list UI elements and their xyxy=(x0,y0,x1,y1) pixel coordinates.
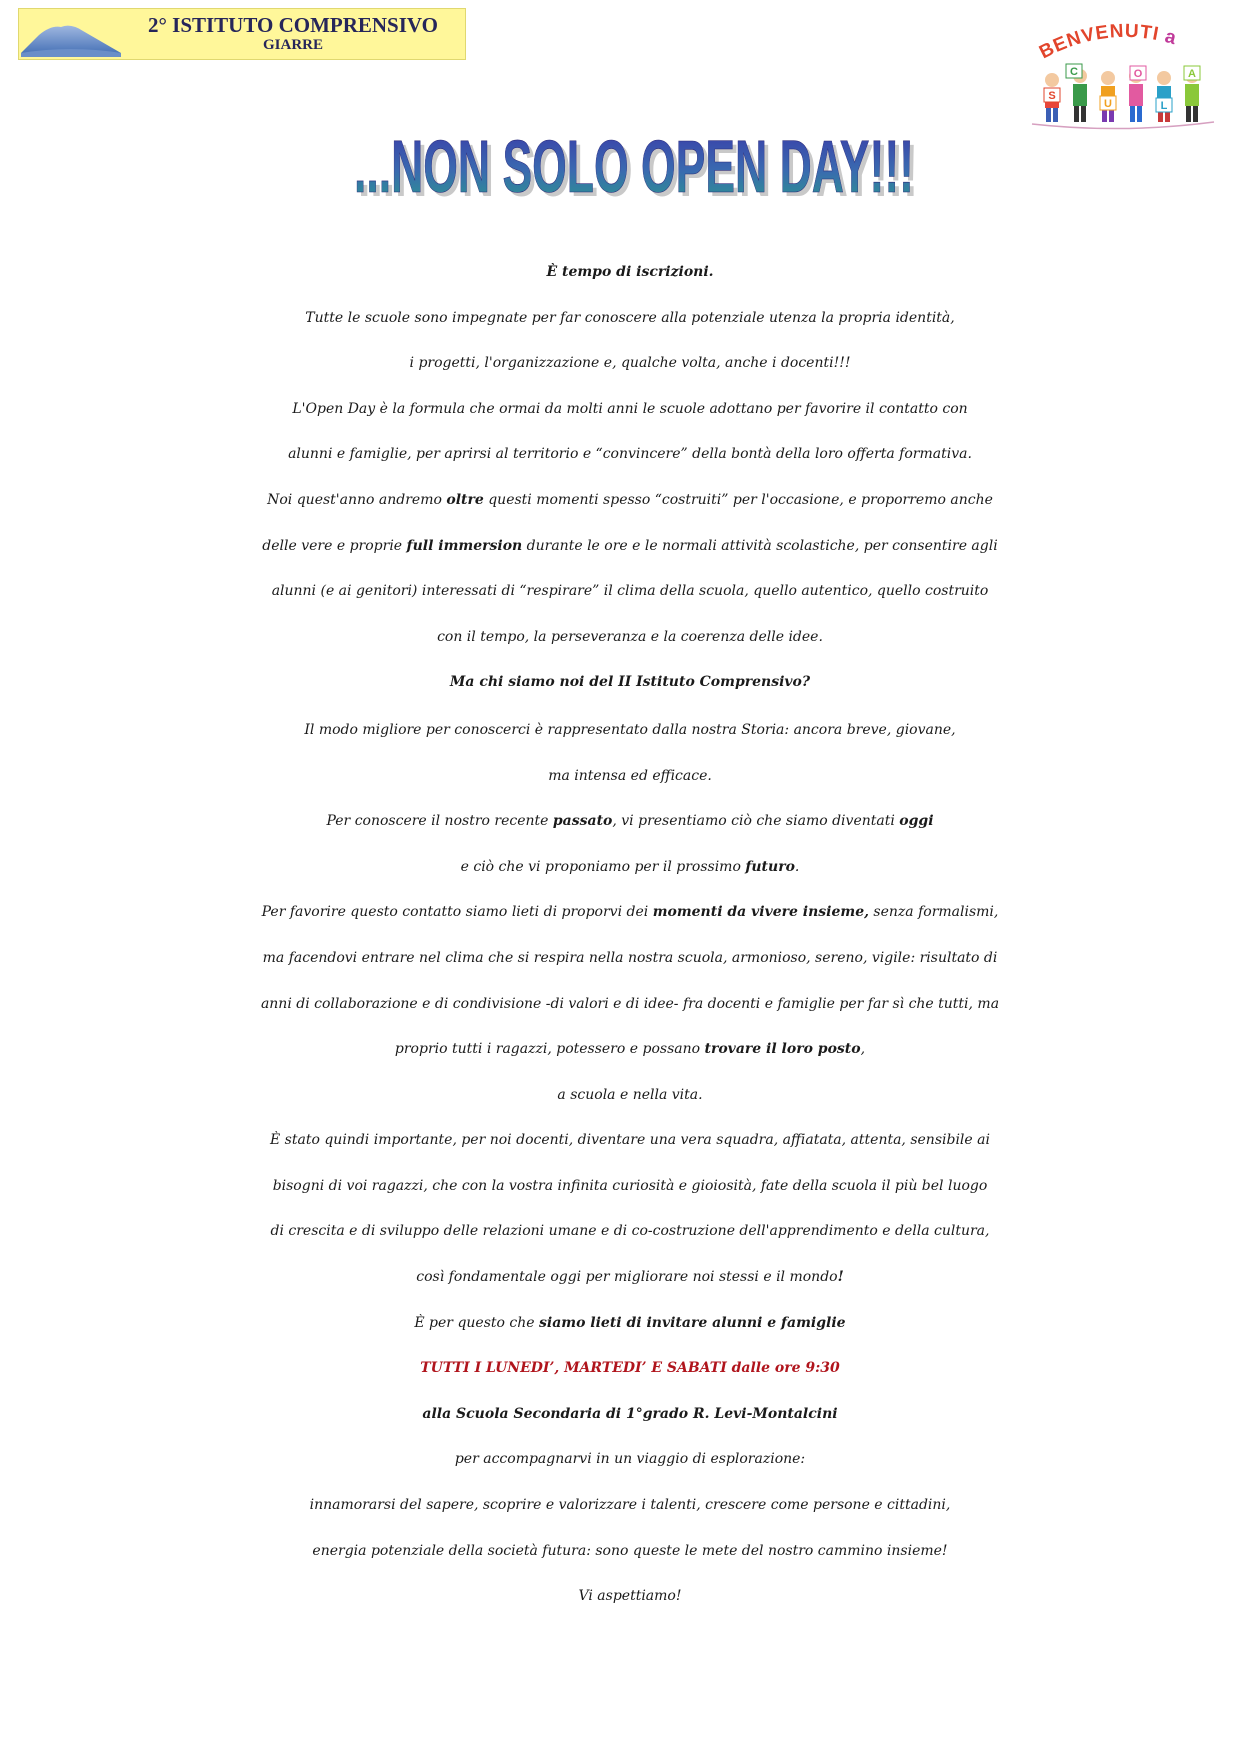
svg-text:A: A xyxy=(1188,68,1196,80)
emphasis-futuro: futuro xyxy=(745,858,795,875)
paragraph-line: energia potenziale della società futura: sono queste le mete del nostro cammino insieme! xyxy=(312,1542,948,1559)
paragraph-line: bisogni di voi ragazzi, che con la vostra infinita curiosità e gioiosità, fate della scuola il più bel luogo xyxy=(272,1177,988,1194)
svg-text:O: O xyxy=(1133,68,1143,80)
paragraph-line: a scuola e nella vita. xyxy=(557,1086,703,1103)
paragraph-line: per accompagnarvi in un viaggio di esplorazione: xyxy=(454,1451,806,1468)
headline-wordart xyxy=(330,110,940,220)
benvenuti-a-scuola-illustration xyxy=(1030,18,1216,130)
logo-city: GIARRE xyxy=(262,37,323,53)
headline-title: ...NON SOLO OPEN DAY!!! xyxy=(354,125,914,208)
paragraph-line: i progetti, l'organizzazione e, qualche volta, anche i docenti!!! xyxy=(409,355,851,372)
letter-body xyxy=(80,250,1180,1620)
benvenuti-word: BENVENUTIa xyxy=(1036,20,1180,64)
emphasis-oggi: oggi xyxy=(899,813,934,830)
paragraph-line: così fondamentale oggi per migliorare noi stessi e il mondo! xyxy=(416,1269,844,1286)
school-logo xyxy=(18,8,466,60)
paragraph-line: L'Open Day è la formula che ormai da molti anni le scuole adottano per favorire il contatto con xyxy=(292,400,968,417)
paragraph-line: alunni (e ai genitori) interessati di “respirare” il clima della scuola, quello autentico, quello costruito xyxy=(271,583,989,600)
emphasis-trovare: trovare il loro posto xyxy=(704,1041,861,1058)
paragraph-line: innamorarsi del sapere, scoprire e valorizzare i talenti, crescere come persone e cittadini, xyxy=(309,1497,951,1514)
schedule-days: TUTTI I LUNEDI’, MARTEDI’ E SABATI dalle ore 9:30 xyxy=(420,1360,840,1377)
paragraph-line: ma facendovi entrare nel clima che si respira nella nostra scuola, armonioso, sereno, vigile: risultato di xyxy=(262,949,998,966)
mountain-icon xyxy=(21,13,121,57)
svg-text:L: L xyxy=(1160,100,1168,112)
paragraph-line: ma intensa ed efficace. xyxy=(548,767,712,784)
paragraph-line: con il tempo, la perseveranza e la coerenza delle idee. xyxy=(437,628,823,645)
paragraph-line: proprio tutti i ragazzi, potessero e possano trovare il loro posto, xyxy=(394,1041,866,1058)
closing-line: Vi aspettiamo! xyxy=(578,1588,682,1605)
svg-text:C: C xyxy=(1070,66,1078,78)
paragraph-line: Per conoscere il nostro recente passato, vi presentiamo ciò che siamo diventati oggi xyxy=(326,813,934,830)
paragraph-line: di crescita e di sviluppo delle relazioni umane e di co-costruzione dell'apprendimento e della cultura, xyxy=(270,1223,990,1240)
emphasis-momenti: momenti da vivere insieme, xyxy=(652,904,869,921)
paragraph-line: Il modo migliore per conoscerci è rappresentato dalla nostra Storia: ancora breve, giovane, xyxy=(304,721,956,738)
emphasis-oltre: oltre xyxy=(446,491,484,508)
scuola-letter-cards xyxy=(1044,64,1200,112)
invitation-line: È per questo che siamo lieti di invitare alunni e famiglie xyxy=(414,1314,846,1331)
school-name: alla Scuola Secondaria di 1°grado R. Levi-Montalcini xyxy=(422,1405,838,1422)
paragraph-line: e ciò che vi proponiamo per il prossimo futuro. xyxy=(460,858,800,875)
paragraph-line: Per favorire questo contatto siamo lieti di proporvi dei momenti da vivere insieme, senza formalismi, xyxy=(261,904,999,921)
paragraph-line: È stato quindi importante, per noi docenti, diventare una vera squadra, affiatata, attenta, sensibile ai xyxy=(270,1132,990,1149)
emphasis-full-immersion: full immersion xyxy=(406,537,523,554)
paragraph-line: alunni e famiglie, per aprirsi al territorio e “convincere” della bontà della loro offerta formativa. xyxy=(288,446,972,463)
intro-line: È tempo di iscrizioni. xyxy=(546,264,714,280)
headline-shadow: ...NON SOLO OPEN DAY!!! xyxy=(358,129,918,212)
paragraph-line: anni di collaborazione e di condivisione -di valori e di idee- fra docenti e famiglie per far sì che tutti, ma xyxy=(260,995,1000,1012)
emphasis-passato: passato xyxy=(552,813,613,830)
svg-text:U: U xyxy=(1104,98,1112,110)
svg-text:S: S xyxy=(1048,90,1056,102)
paragraph-line: Tutte le scuole sono impegnate per far conoscere alla potenziale utenza la propria identità, xyxy=(305,309,955,326)
question-heading: Ma chi siamo noi del II Istituto Comprensivo? xyxy=(449,674,811,691)
logo-title: 2° ISTITUTO COMPRENSIVO xyxy=(148,13,438,37)
emphasis-invitation: siamo lieti di invitare alunni e famiglie xyxy=(539,1314,846,1331)
paragraph-line: delle vere e proprie full immersion durante le ore e le normali attività scolastiche, per consentire agli xyxy=(262,537,998,554)
paragraph-line: Noi quest'anno andremo oltre questi momenti spesso “costruiti” per l'occasione, e proporremo anche xyxy=(267,491,993,508)
